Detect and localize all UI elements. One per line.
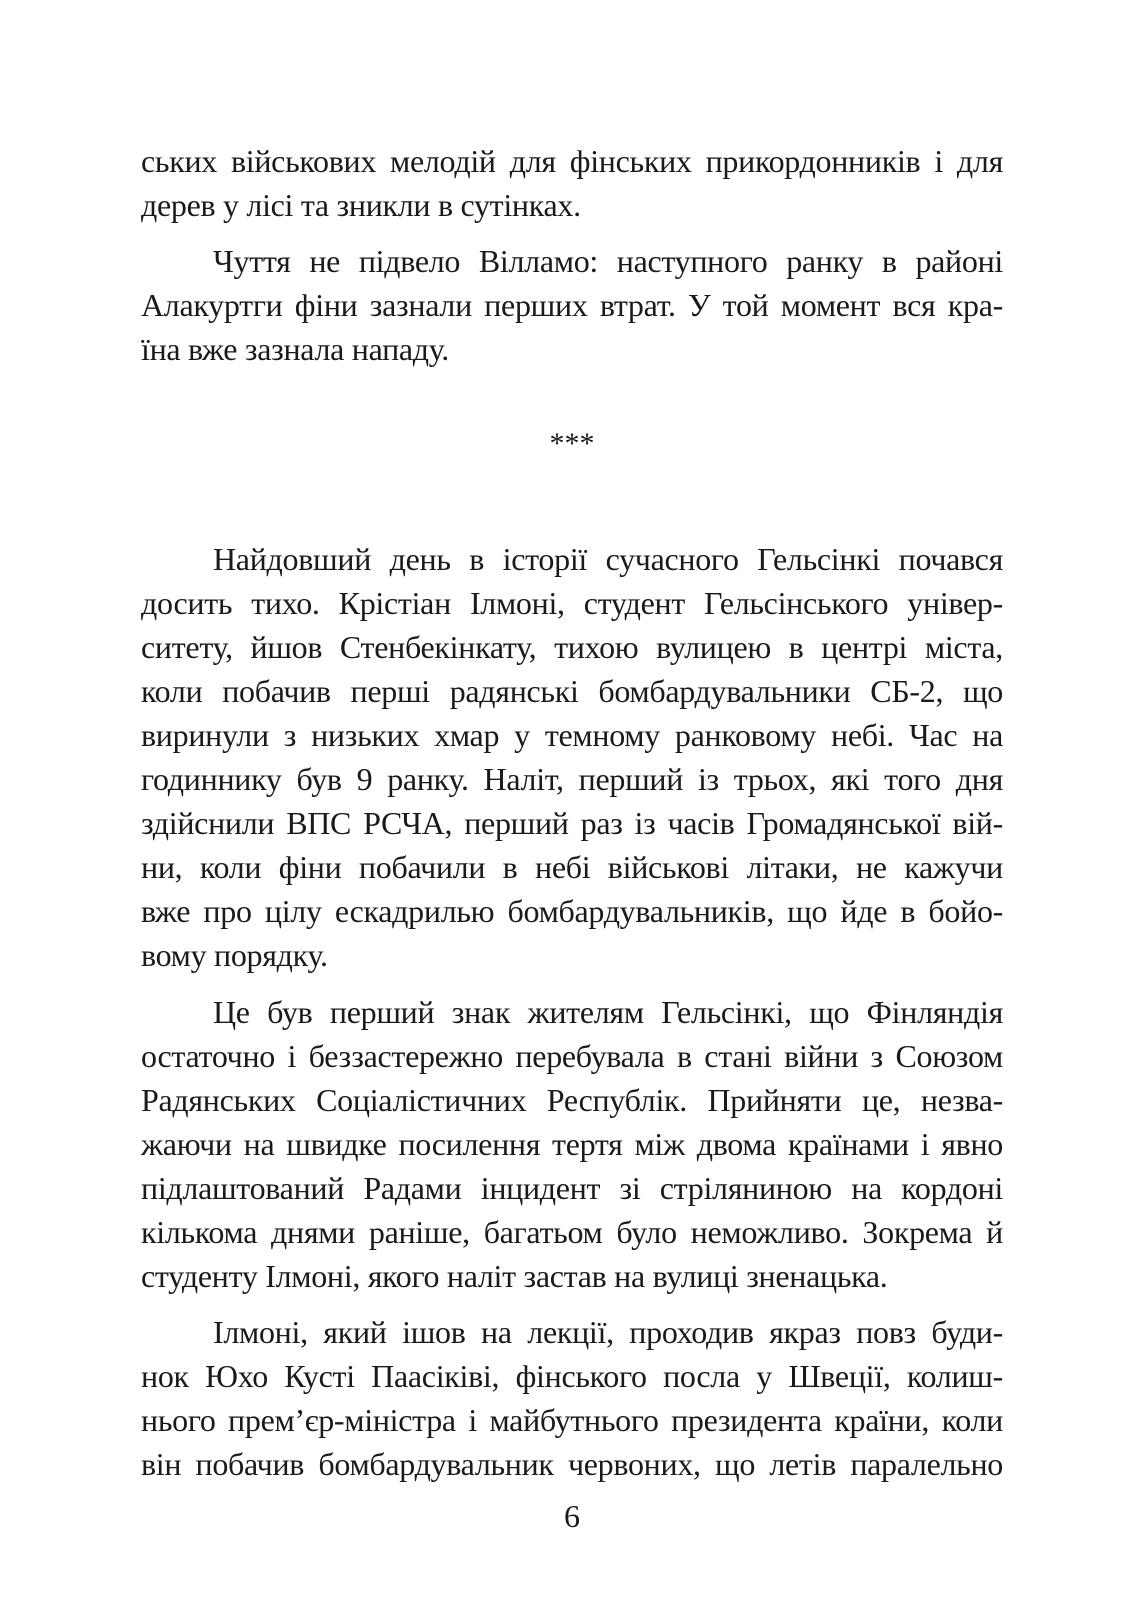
book-page [141, 0, 1003, 1615]
text-line: Алакуртги фіни зазнали перших втрат. У той момент вся кра- [141, 287, 1003, 323]
text-line: кількома днями раніше, багатьом було неможливо. Зокрема й [141, 1214, 1003, 1250]
text-line: студенту Ілмоні, якого наліт застав на вулиці зненацька. [141, 1258, 888, 1294]
text-line: нього прем’єр-міністра і майбутнього президента країни, коли [141, 1402, 1003, 1438]
text-line: Ілмоні, який ішов на лекції, проходив якраз повз буди- [213, 1314, 1003, 1350]
text-line: їна вже зазнала нападу. [141, 331, 449, 367]
text-line: Радянських Соціалістичних Республік. Прийняти це, незва- [141, 1082, 1003, 1118]
text-line: здійснили ВПС РСЧА, перший раз із часів Громадянської вій- [141, 805, 1003, 841]
text-line: ни, коли фіни побачили в небі військові літаки, не кажучи [141, 849, 1003, 885]
text-line: підлаштований Радами інцидент зі стріляниною на кордоні [141, 1170, 1003, 1206]
text-line: годиннику був 9 ранку. Наліт, перший із трьох, які того дня [141, 761, 1003, 797]
section-separator: *** [549, 427, 595, 460]
text-line: виринули з низьких хмар у темному ранковому небі. Час на [141, 717, 1003, 753]
text-line: дерев у лісі та зникли в сутінках. [141, 187, 581, 223]
text-line: коли побачив перші радянські бомбардувальники СБ-2, що [141, 673, 1003, 709]
page-number: 6 [564, 1498, 580, 1534]
text-line: вому порядку. [141, 937, 328, 973]
text-line: ських військових мелодій для фінських прикордонників і для [141, 143, 1003, 179]
text-line: досить тихо. Крістіан Ілмоні, студент Гельсінського універ- [141, 585, 1003, 621]
text-line: вже про цілу ескадрилью бомбардувальників, що йде в бойо- [141, 893, 1003, 929]
text-line: жаючи на швидке посилення тертя між двома країнами і явно [141, 1126, 1003, 1162]
text-line: він побачив бомбардувальник червоних, що летів паралельно [141, 1446, 1003, 1482]
text-line: Найдовший день в історії сучасного Гельсінкі почався [213, 541, 1003, 577]
text-line: Чуття не підвело Вілламо: наступного ранку в районі [213, 243, 1003, 279]
text-line: остаточно і беззастережно перебувала в стані війни з Союзом [141, 1038, 1003, 1074]
text-line: нок Юхо Кусті Паасіківі, фінського посла у Швеції, колиш- [141, 1358, 1003, 1394]
text-line: ситету, йшов Стенбекінкату, тихою вулицею в центрі міста, [141, 629, 1003, 665]
text-line: Це був перший знак жителям Гельсінкі, що Фінляндія [213, 994, 1003, 1030]
